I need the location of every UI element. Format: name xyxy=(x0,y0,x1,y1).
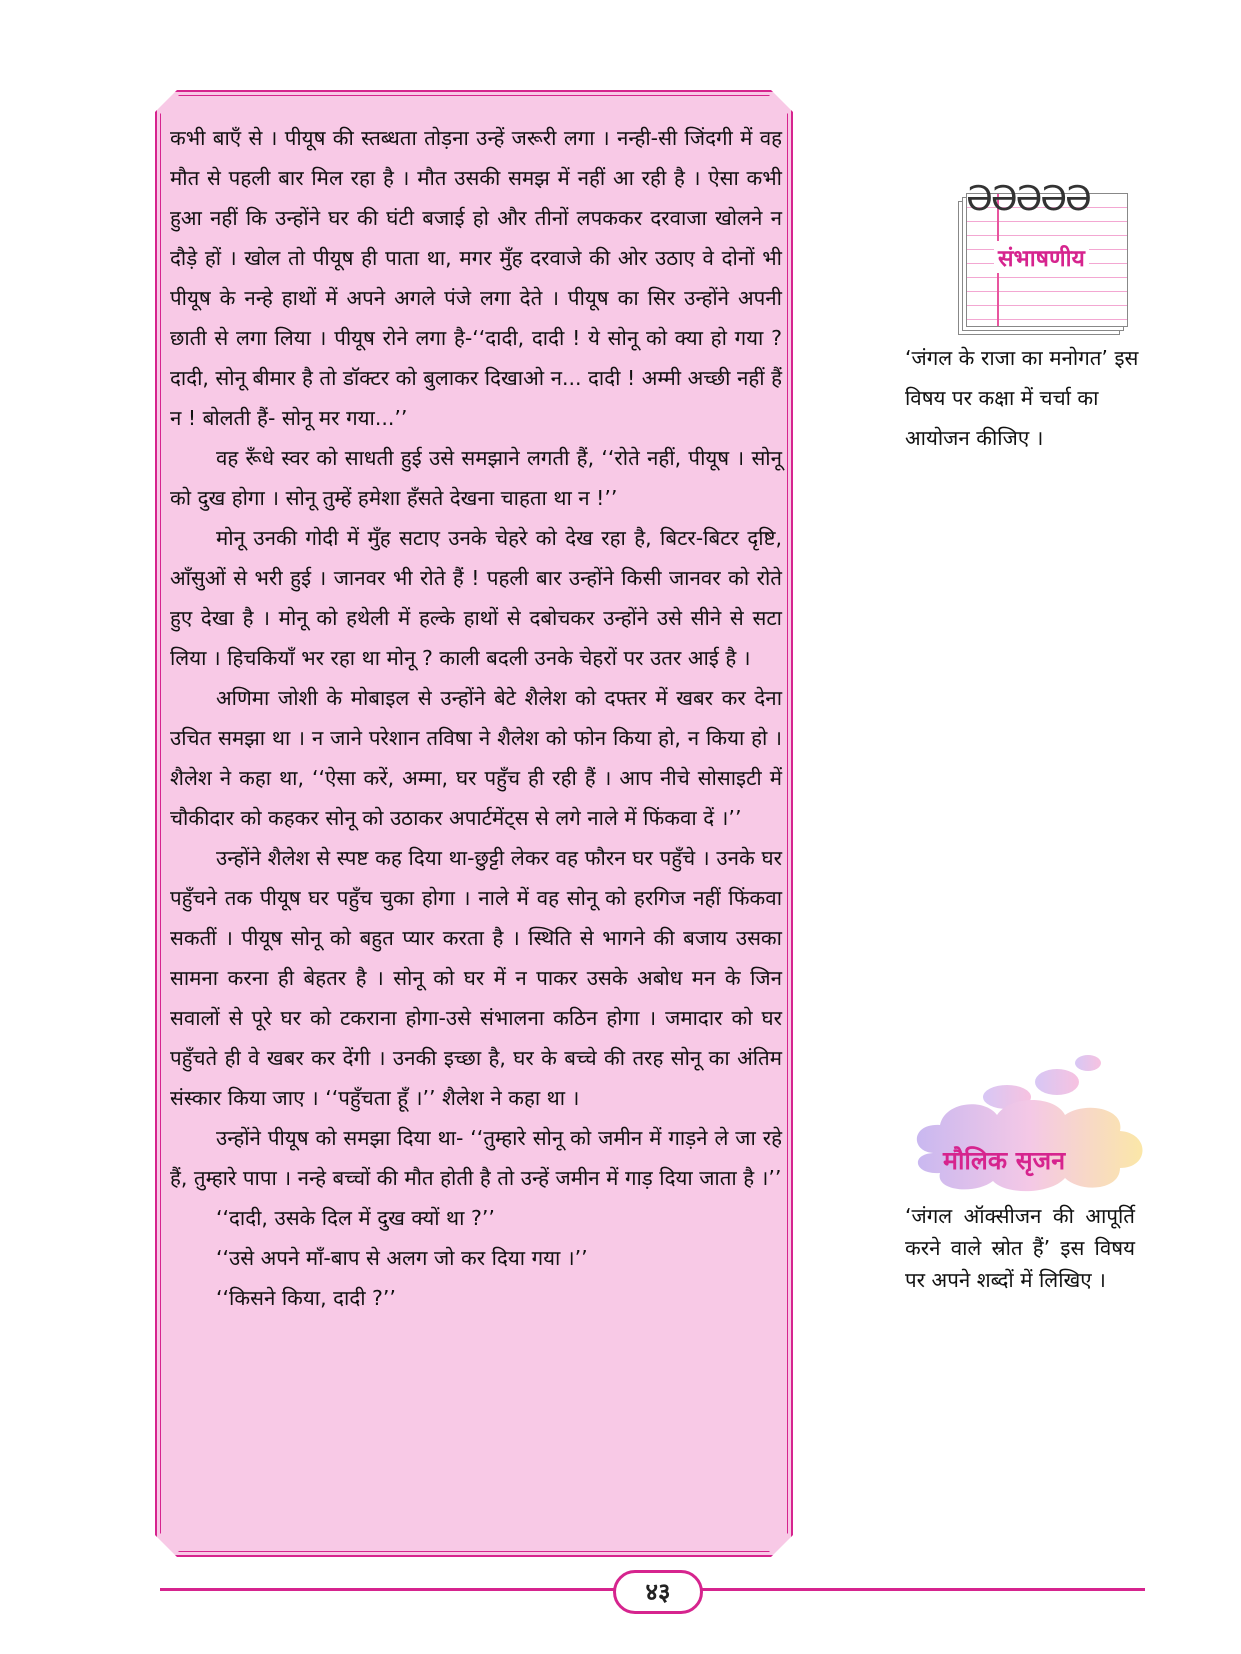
notebook-rings-icon: ƏƏƏƏƏ xyxy=(966,179,1090,219)
story-paragraph: उन्होंने पीयूष को समझा दिया था- ‘‘तुम्हारे सोनू को जमीन में गाड़ने ले जा रहे हैं, तुम्हारे पापा । नन्हे बच्चों की मौत होती है तो उन्हें जमीन में गाड़ दिया जाता है ।’’ xyxy=(170,1126,782,1190)
sambhashaniya-title: संभाषणीय xyxy=(994,241,1089,273)
spiral-notebook-icon xyxy=(958,179,1128,333)
story-paragraph: अणिमा जोशी के मोबाइल से उन्होंने बेटे शैलेश को दफ्तर में खबर कर देना उचित समझा था । न जाने परेशान तविषा ने शैलेश को फोन किया हो, न किया हो । शैलेश ने कहा था, ‘‘ऐसा करें, अम्मा, घर पहुँच ही रही हैं । आप नीचे सोसाइटी में चौकीदार को कहकर सोनू को उठाकर अपार्टमेंट्स से लगे नाले में फिंकवा दें ।’’ xyxy=(170,686,782,830)
thought-cloud-icon xyxy=(905,1055,1165,1205)
cloud-bubble xyxy=(1075,1055,1101,1071)
story-text xyxy=(170,118,782,1318)
story-dialog-line: ‘‘उसे अपने माँ-बाप से अलग जो कर दिया गया ।’’ xyxy=(216,1246,588,1270)
story-paragraph: कभी बाएँ से । पीयूष की स्तब्धता तोड़ना उन्हें जरूरी लगा । नन्ही-सी जिंदगी में वह मौत से पहली बार मिल रहा है । मौत उसकी समझ में नहीं आ रही है । ऐसा कभी हुआ नहीं कि उन्होंने घर की घंटी बजाई हो और तीनों लपककर दरवाजा खोलने न दौड़े हों । खोल तो पीयूष ही पाता था, मगर मुँह दरवाजे की ओर उठाए वे दोनों भी पीयूष के नन्हे हाथों में अपने अगले पंजे लगा देते । पीयूष का सिर उन्होंने अपनी छाती से लगा लिया । पीयूष रोने लगा है-‘‘दादी, दादी ! ये सोनू को क्या हो गया ? दादी, सोनू बीमार है तो डॉक्टर को बुलाकर दिखाओ न... दादी ! अम्मी अच्छी नहीं हैं न ! बोलती हैं- सोनू मर गया...’’ xyxy=(170,126,782,430)
story-paragraph: मोनू उनकी गोदी में मुँह सटाए उनके चेहरे को देख रहा है, बिटर-बिटर दृष्टि, आँसुओं से भरी हुई । जानवर भी रोते हैं ! पहली बार उन्होंने किसी जानवर को रोते हुए देखा है । मोनू को हथेली में हल्के हाथों से दबोचकर उन्होंने उसे सीने से सटा लिया । हिचकियाँ भर रहा था मोनू ? काली बदली उनके चेहरों पर उतर आई है । xyxy=(170,526,782,670)
maulik-srujan-title: मौलिक सृजन xyxy=(943,1146,1066,1175)
page-number: ४३ xyxy=(613,1570,703,1614)
story-dialog-line: ‘‘दादी, उसके दिल में दुख क्यों था ?’’ xyxy=(216,1206,495,1230)
story-paragraph: उन्होंने शैलेश से स्पष्ट कह दिया था-छुट्टी लेकर वह फौरन घर पहुँचे । उनके घर पहुँचने तक पीयूष घर पहुँच चुका होगा । नाले में वह सोनू को हरगिज नहीं फिंकवा सकतीं । पीयूष सोनू को बहुत प्यार करता है । स्थिति से भागने की बजाय उसका सामना करना ही बेहतर है । सोनू को घर में न पाकर उसके अबोध मन के जिन सवालों से पूरे घर को टकराना होगा-उसे संभालना कठिन होगा । जमादार को घर पहुँचते ही वे खबर कर देंगी । उनकी इच्छा है, घर के बच्चे की तरह सोनू का अंतिम संस्कार किया जाए । ‘‘पहुँचता हूँ ।’’ शैलेश ने कहा था । xyxy=(170,846,782,1110)
maulik-srujan-text: ‘जंगल ऑक्सीजन की आपूर्ति करने वाले स्रोत हैं’ इस विषय पर अपने शब्दों में लिखिए । xyxy=(905,1204,1135,1292)
cloud-bubble xyxy=(1035,1069,1079,1095)
story-paragraph: वह रूँधे स्वर को साधती हुई उसे समझाने लगती हैं, ‘‘रोते नहीं, पीयूष । सोनू को दुख होगा । सोनू तुम्हें हमेशा हँसते देखना चाहता था न !’’ xyxy=(170,446,782,510)
sambhashaniya-text: ‘जंगल के राजा का मनोगत’ इस विषय पर कक्षा में चर्चा का आयोजन कीजिए । xyxy=(905,346,1139,450)
story-dialog-line: ‘‘किसने किया, दादी ?’’ xyxy=(216,1286,396,1310)
